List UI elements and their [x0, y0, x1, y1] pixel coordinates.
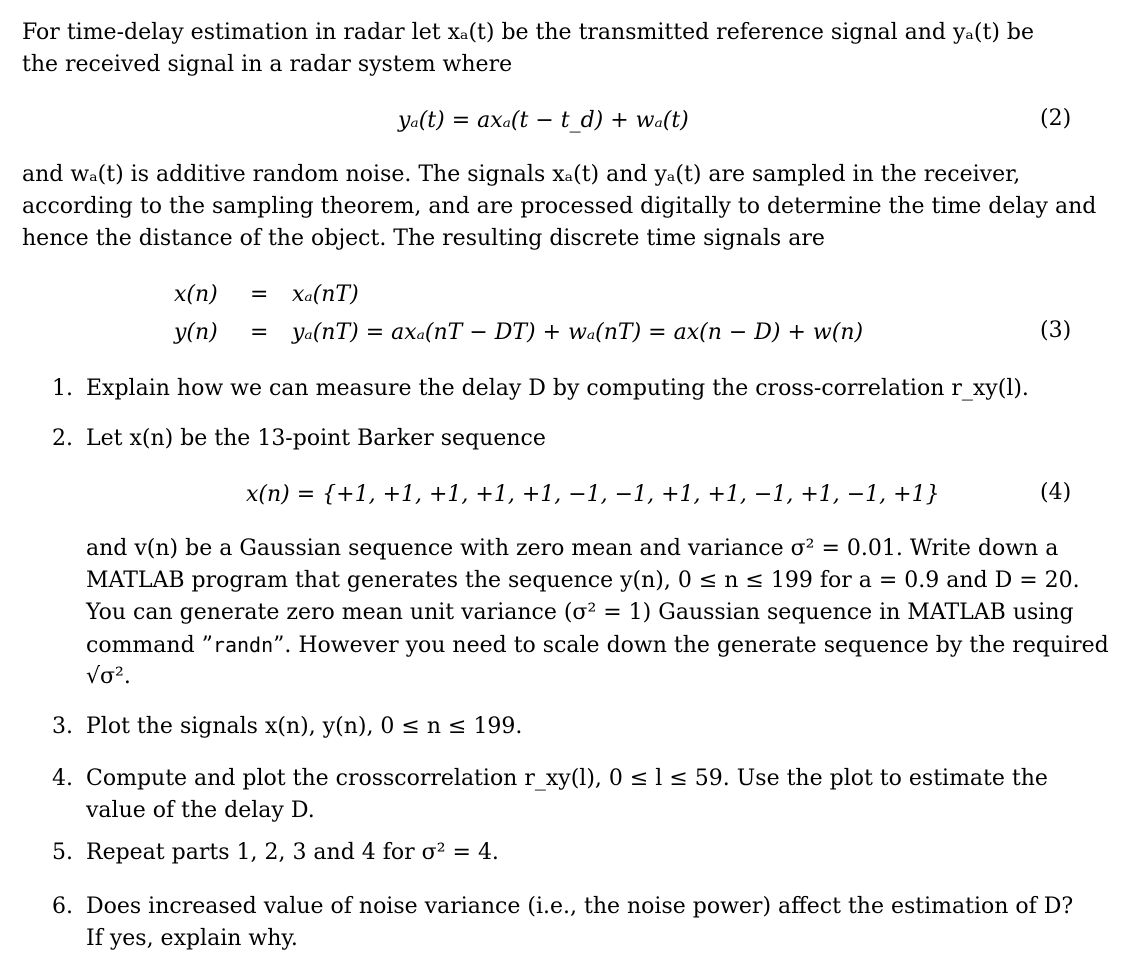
eq3-row1-rhs: xₐ(nT): [292, 282, 359, 307]
list-item-2: [52, 424, 546, 454]
eq3-row2-rhs: yₐ(nT) = axₐ(nT − DT) + wₐ(nT) = ax(n − D) + w(n): [292, 320, 864, 345]
item-2-line-5: √σ².: [86, 664, 131, 689]
item-6-number: 6.: [52, 894, 73, 919]
item-2-line-2: MATLAB program that generates the sequence y(n), 0 ≤ n ≤ 199 for a = 0.9 and D = 20.: [86, 568, 1080, 593]
list-item-4: [52, 764, 1048, 794]
eq3-row2-equals: =: [250, 320, 269, 345]
para2-line-3: hence the distance of the object. The resulting discrete time signals are: [22, 226, 825, 251]
item-2-line-4: [86, 630, 1109, 661]
item-5-text: Repeat parts 1, 2, 3 and 4 for σ² = 4.: [86, 840, 499, 865]
item-3-text: Plot the signals x(n), y(n), 0 ≤ n ≤ 199.: [86, 714, 523, 739]
equation-2: yₐ(t) = axₐ(t − t_d) + wₐ(t): [398, 108, 689, 133]
eq3-row1-lhs: x(n): [174, 282, 218, 307]
item-3-number: 3.: [52, 714, 73, 739]
equation-2-number: (2): [1040, 106, 1072, 131]
item-2-line-3: You can generate zero mean unit variance (σ² = 1) Gaussian sequence in MATLAB using: [86, 600, 1074, 625]
eq3-row1-equals: =: [250, 282, 269, 307]
equation-3-number: (3): [1040, 318, 1072, 343]
item-1-text: Explain how we can measure the delay D by computing the cross-correlation r_xy(l).: [86, 376, 1029, 401]
list-item-3: [52, 712, 522, 742]
item-4-line-2: value of the delay D.: [86, 798, 315, 823]
randn-code: randn: [212, 633, 274, 657]
item-6-line-2: If yes, explain why.: [86, 926, 298, 951]
intro-line-2: the received signal in a radar system where: [22, 52, 513, 77]
item-2-text: Let x(n) be the 13-point Barker sequence: [86, 426, 546, 451]
item-2-number: 2.: [52, 426, 73, 451]
intro-line-1: For time-delay estimation in radar let xₐ(t) be the transmitted reference signal and yₐ(t) be: [22, 20, 1035, 45]
para2-line-2: according to the sampling theorem, and are processed digitally to determine the time delay and: [22, 194, 1097, 219]
equation-4-number: (4): [1040, 480, 1072, 505]
item-2-line-4b: ”. However you need to scale down the generate sequence by the required: [273, 633, 1109, 658]
equation-4: x(n) = {+1, +1, +1, +1, +1, −1, −1, +1, +1, −1, +1, −1, +1}: [246, 482, 940, 507]
item-6-line-1: Does increased value of noise variance (i.e., the noise power) affect the estimation of D?: [86, 894, 1074, 919]
list-item-5: [52, 838, 499, 868]
list-item-1: [52, 374, 1029, 404]
item-1-number: 1.: [52, 376, 73, 401]
para2-line-1: and wₐ(t) is additive random noise. The signals xₐ(t) and yₐ(t) are sampled in the receiver,: [22, 162, 1021, 187]
eq3-row2-lhs: y(n): [174, 320, 218, 345]
item-4-number: 4.: [52, 766, 73, 791]
item-2-line-4a: command ”: [86, 633, 213, 658]
list-item-6: [52, 892, 1073, 922]
item-5-number: 5.: [52, 840, 73, 865]
item-4-line-1: Compute and plot the crosscorrelation r_xy(l), 0 ≤ l ≤ 59. Use the plot to estimate the: [86, 766, 1048, 791]
item-2-line-1: and v(n) be a Gaussian sequence with zero mean and variance σ² = 0.01. Write down a: [86, 536, 1059, 561]
